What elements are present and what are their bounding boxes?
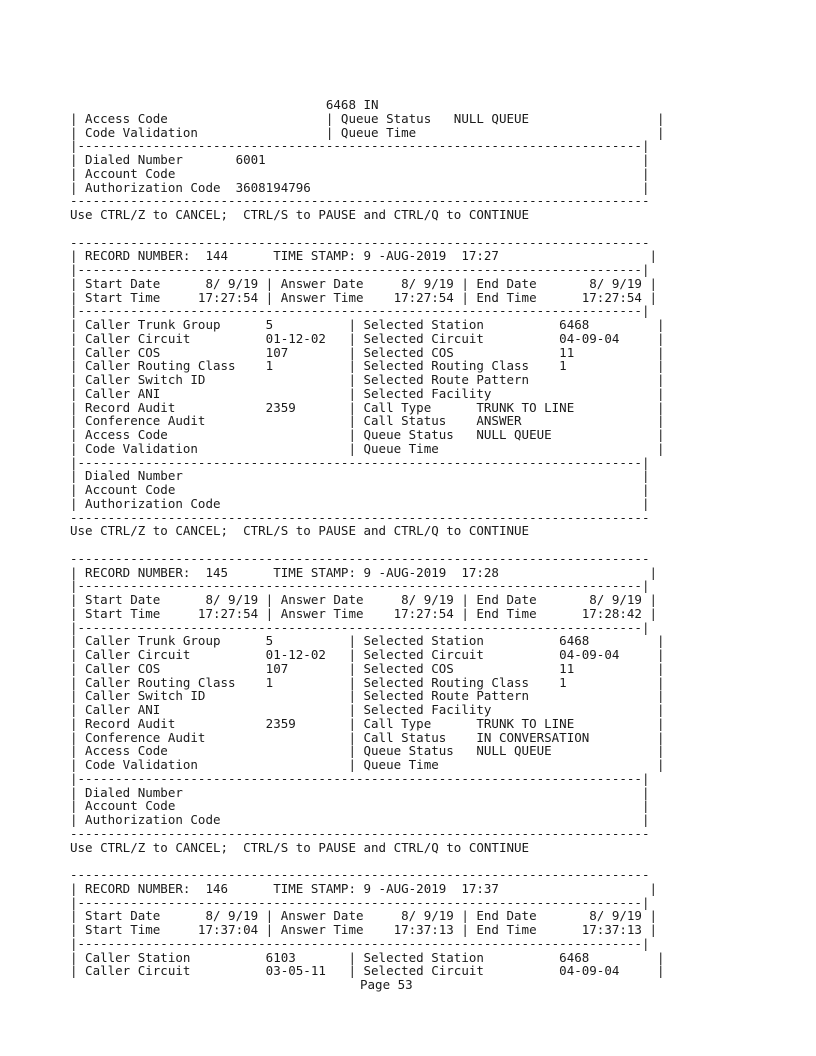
report-line: | Authorization Code | <box>70 812 650 827</box>
report-line: | Authorization Code 3608194796 | <box>70 179 650 195</box>
report-line: ----------------------------------------------------------------------------- <box>70 234 650 250</box>
report-line: | Start Date 8/ 9/19 | Answer Date 8/ 9/19 | End Date 8/ 9/19 | <box>70 592 657 607</box>
report-line: | Start Time 17:37:04 | Answer Time 17:37:13 | End Time 17:37:13 | <box>70 922 657 937</box>
report-line: | Authorization Code | <box>70 495 650 511</box>
report-line: |---------------------------------------------------------------------------| <box>70 935 650 951</box>
report-line: | Dialed Number 6001 | <box>70 152 650 167</box>
report-line: | Conference Audit | Call Status ANSWER | <box>70 413 665 429</box>
report-line: | Caller Trunk Group 5 | Selected Station 6468 | <box>70 633 665 649</box>
report-line: ----------------------------------------------------------------------------- <box>70 193 650 209</box>
report-line: | Start Time 17:27:54 | Answer Time 17:27:54 | End Time 17:27:54 | <box>70 289 657 305</box>
report-line: |---------------------------------------------------------------------------| <box>70 619 650 635</box>
report-line: | Caller Switch ID | Selected Route Pattern | <box>70 688 665 704</box>
report-line: | Caller Circuit 03-05-11 | Selected Circuit 04-09-04 | <box>70 963 665 979</box>
report-line: Use CTRL/Z to CANCEL; CTRL/S to PAUSE and CTRL/Q to CONTINUE <box>70 523 530 539</box>
report-line: ----------------------------------------------------------------------------- <box>70 825 650 841</box>
report-line: | Access Code | Queue Status NULL QUEUE | <box>70 110 665 126</box>
report-line: |---------------------------------------------------------------------------| <box>70 303 650 319</box>
report-line: |---------------------------------------------------------------------------| <box>70 894 650 910</box>
report-line: | Record Audit 2359 | Call Type TRUNK TO LINE | <box>70 715 665 731</box>
report-line: | Caller Station 6103 | Selected Station 6468 | <box>70 949 665 965</box>
report-line: | Dialed Number | <box>70 468 650 484</box>
report-line: |---------------------------------------------------------------------------| <box>70 578 650 594</box>
report-line: ----------------------------------------------------------------------------- <box>70 509 650 525</box>
report-line: | Code Validation | Queue Time | <box>70 440 665 456</box>
report-line: |---------------------------------------------------------------------------| <box>70 138 650 154</box>
report-line: | Conference Audit | Call Status IN CONVERSATION | <box>70 729 665 745</box>
report-line: | Caller Circuit 01-12-02 | Selected Circuit 04-09-04 | <box>70 330 665 346</box>
report-line: 6468 IN <box>70 97 379 112</box>
report-line: | Account Code | <box>70 165 650 181</box>
report-line: | Account Code | <box>70 482 650 497</box>
report-line: | Record Audit 2359 | Call Type TRUNK TO LINE | <box>70 399 665 415</box>
report-line: |---------------------------------------------------------------------------| <box>70 454 650 470</box>
call-record-printout <box>70 98 665 992</box>
report-line: | RECORD NUMBER: 146 TIME STAMP: 9 -AUG-2019 17:37 | <box>70 880 657 896</box>
report-line: | Code Validation | Queue Time | <box>70 124 665 140</box>
report-line: ----------------------------------------------------------------------------- <box>70 867 650 882</box>
report-line: | Caller Routing Class 1 | Selected Routing Class 1 | <box>70 674 665 690</box>
report-line: | Start Date 8/ 9/19 | Answer Date 8/ 9/19 | End Date 8/ 9/19 | <box>70 908 657 924</box>
report-line: | Start Time 17:27:54 | Answer Time 17:27:54 | End Time 17:28:42 | <box>70 605 657 621</box>
report-line: Use CTRL/Z to CANCEL; CTRL/S to PAUSE and CTRL/Q to CONTINUE <box>70 207 530 222</box>
report-line: | Start Date 8/ 9/19 | Answer Date 8/ 9/19 | End Date 8/ 9/19 | <box>70 275 657 291</box>
report-line: | Caller Routing Class 1 | Selected Routing Class 1 | <box>70 358 665 374</box>
report-line: | Access Code | Queue Status NULL QUEUE | <box>70 427 665 442</box>
report-line: | Caller Circuit 01-12-02 | Selected Circuit 04-09-04 | <box>70 647 665 662</box>
report-line: |---------------------------------------------------------------------------| <box>70 770 650 786</box>
report-line: | Dialed Number | <box>70 784 650 800</box>
page-number: Page 53 <box>360 977 413 992</box>
report-line: | RECORD NUMBER: 145 TIME STAMP: 9 -AUG-2019 17:28 | <box>70 564 657 580</box>
report-line: | Caller COS 107 | Selected COS 11 | <box>70 344 665 360</box>
report-line: |---------------------------------------------------------------------------| <box>70 262 650 277</box>
report-line: | Access Code | Queue Status NULL QUEUE | <box>70 743 665 759</box>
report-line: | RECORD NUMBER: 144 TIME STAMP: 9 -AUG-2019 17:27 | <box>70 248 657 264</box>
report-line: | Caller Switch ID | Selected Route Pattern | <box>70 372 665 387</box>
report-line: | Account Code | <box>70 798 650 814</box>
report-line: Use CTRL/Z to CANCEL; CTRL/S to PAUSE and CTRL/Q to CONTINUE <box>70 839 530 855</box>
report-line: | Caller COS 107 | Selected COS 11 | <box>70 660 665 676</box>
report-line: ----------------------------------------------------------------------------- <box>70 550 650 566</box>
report-line: | Caller ANI | Selected Facility | <box>70 385 665 401</box>
report-line: | Caller ANI | Selected Facility | <box>70 702 665 717</box>
report-line: | Code Validation | Queue Time | <box>70 757 665 772</box>
report-line: | Caller Trunk Group 5 | Selected Station 6468 | <box>70 317 665 332</box>
